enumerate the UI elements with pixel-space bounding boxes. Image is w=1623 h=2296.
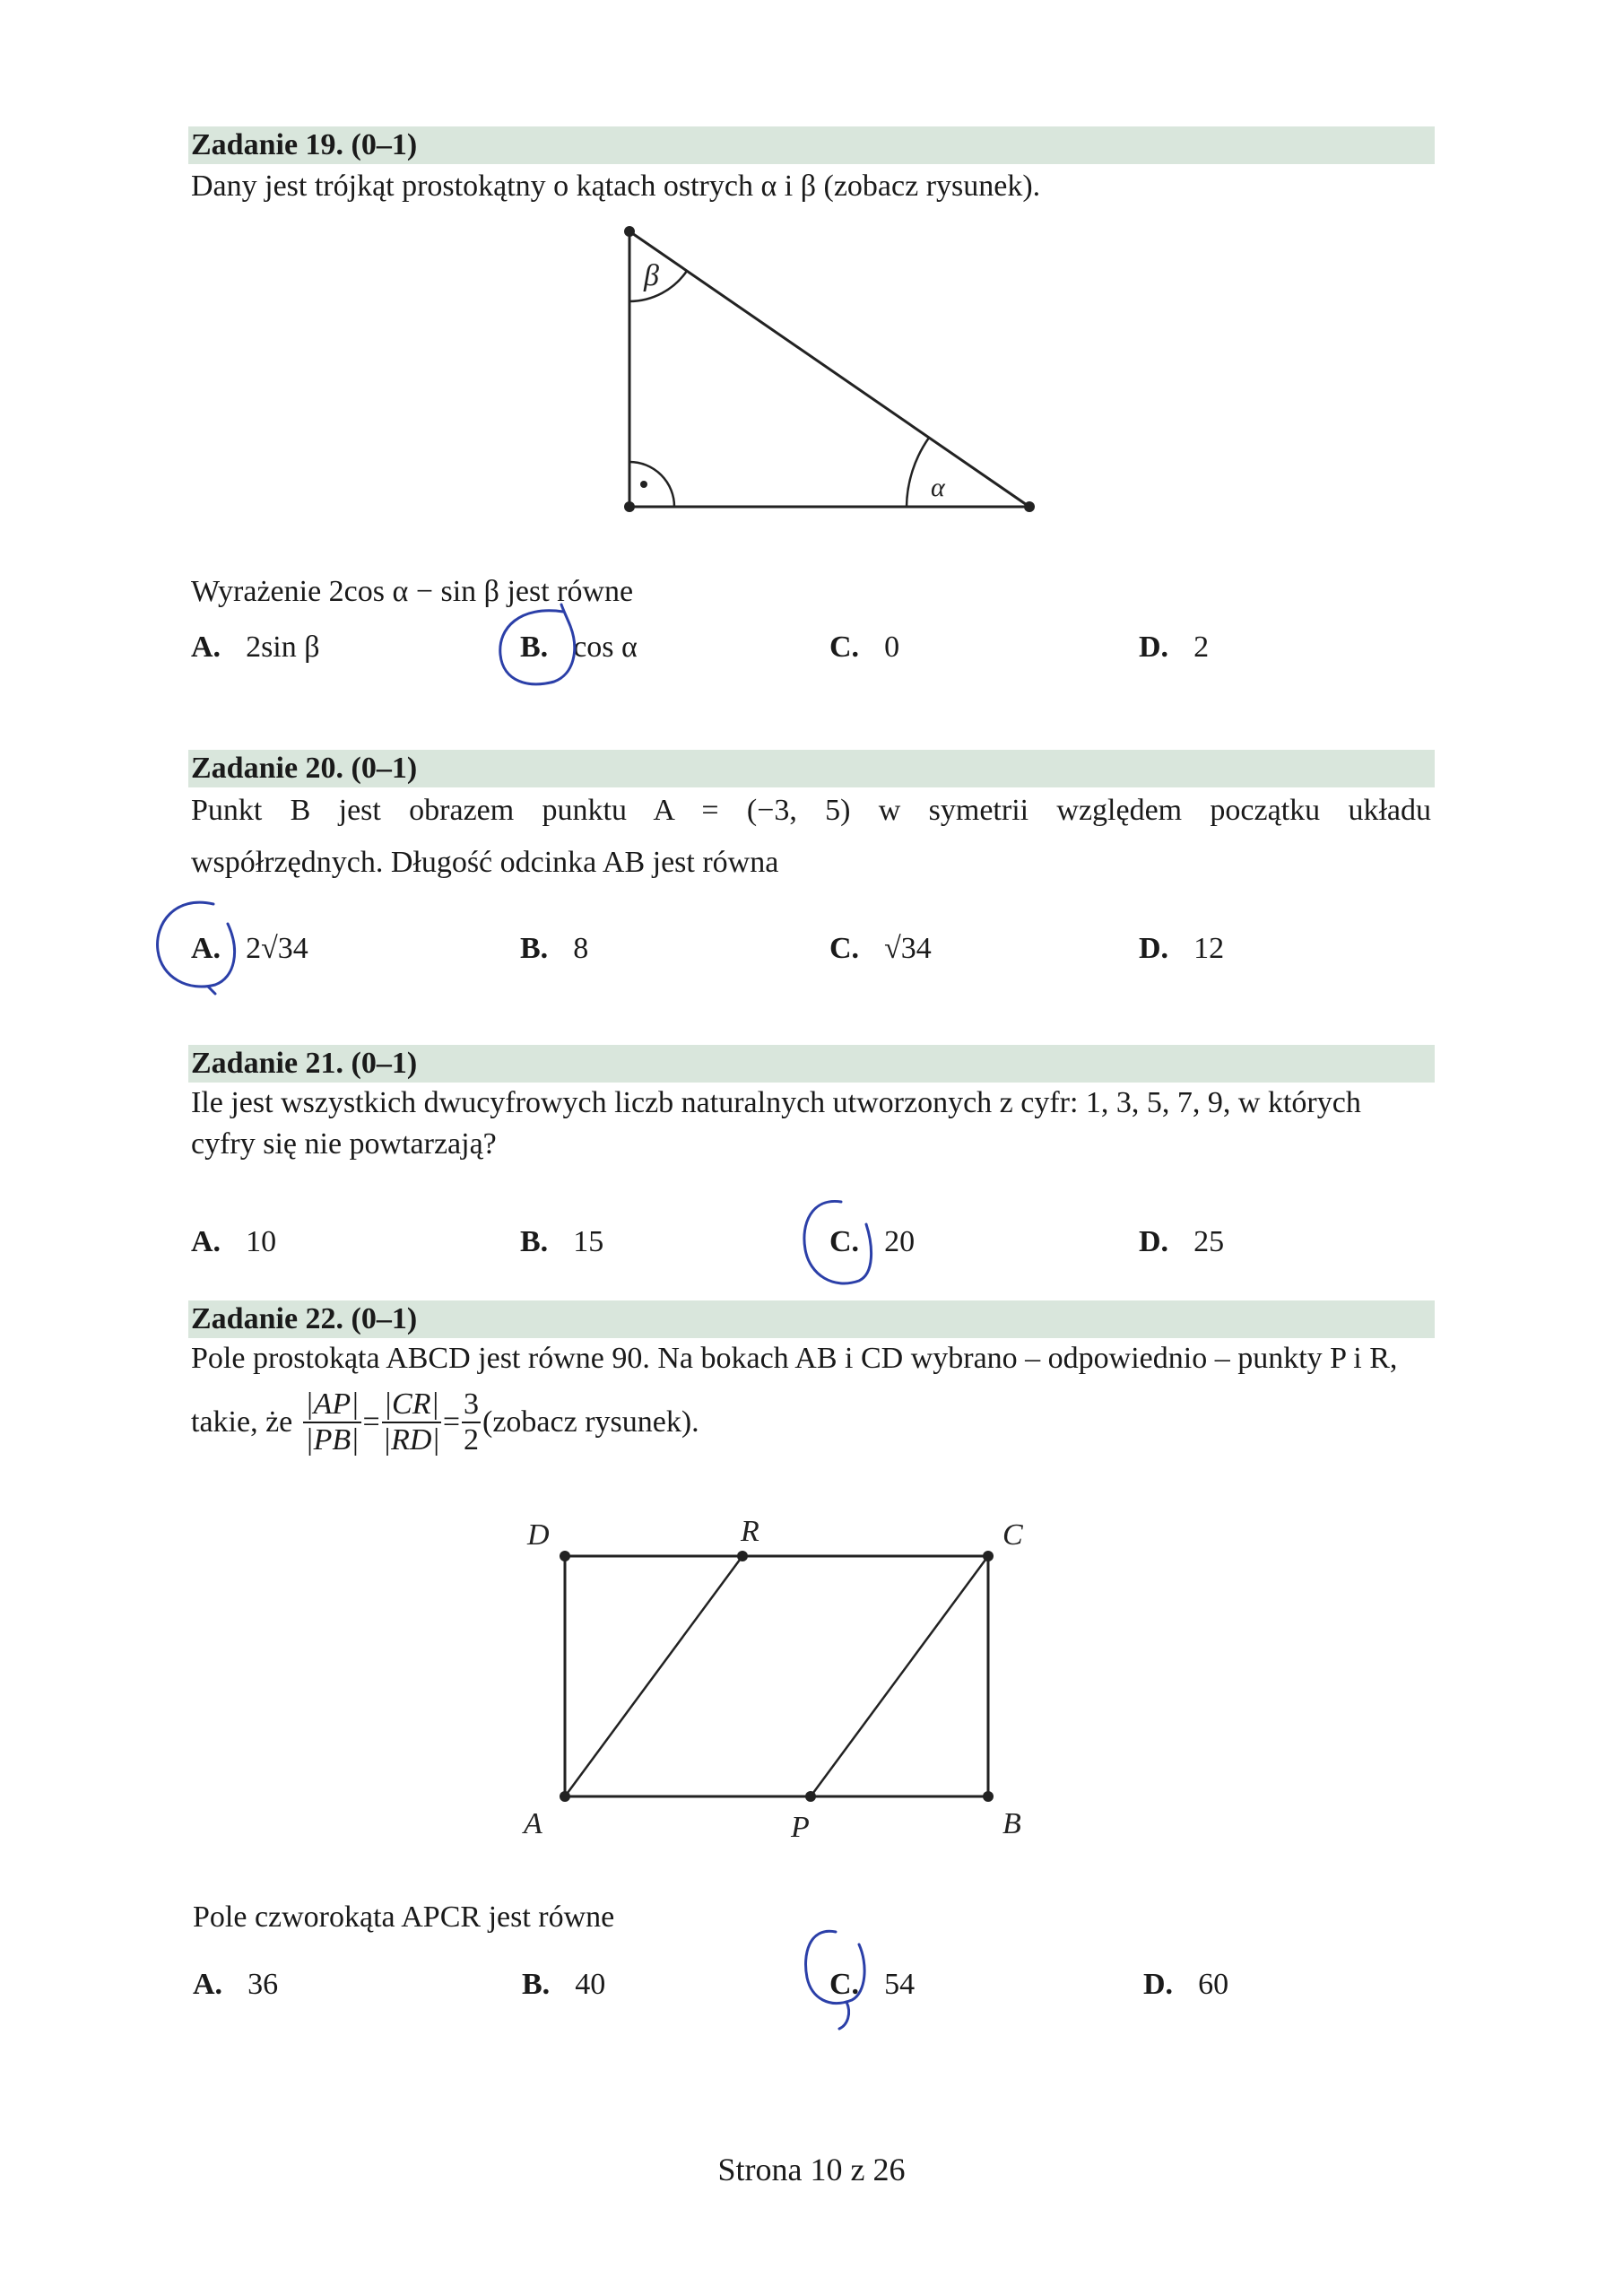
point-a-label: A [524,1807,542,1840]
task-21-line2: cyfry się nie powtarzają? [191,1127,497,1161]
point-c-label: C [1002,1518,1023,1552]
point-p-label: P [791,1811,810,1844]
task-20-option-a[interactable]: A. 2√34 [191,932,308,965]
task-21-option-a[interactable]: A. 10 [191,1225,277,1258]
task-19-question: Wyrażenie 2cos α − sin β jest równe [191,575,634,608]
task-22-question: Pole czworokąta APCR jest równe [193,1900,615,1934]
fraction-cr-rd: $\frac{|CR|}{|RD|}$ [382,1387,440,1457]
task-19-option-c[interactable]: C. 0 [829,631,900,664]
task-22-header: Zadanie 22. (0–1) [188,1300,1435,1338]
point-b-label: B [1002,1807,1021,1840]
task-20-line2: współrzędnych. Długość odcinka AB jest równa [191,846,779,879]
task-21-option-d[interactable]: D. 25 [1139,1225,1225,1258]
task-22-option-c[interactable]: C. 54 [829,1968,916,2001]
task-19-option-b[interactable]: B. cos α [520,631,638,664]
page-number: Strona 10 z 26 [717,2152,906,2187]
task-22-option-d[interactable]: D. 60 [1143,1968,1229,2001]
task-22-line2: takie, że $\frac{|AP|}{|PB|}$ = $\frac{|CR|}{|RD|}$ = $\frac{3}{2}$ (zobacz rysunek). [191,1387,699,1457]
task-21-option-c[interactable]: C. 20 [829,1225,916,1258]
task-20-option-c[interactable]: C. √34 [829,932,932,965]
task-19-intro: Dany jest trójkąt prostokątny o kątach ostrych α i β (zobacz rysunek). [191,170,1041,203]
task-21-line1: Ile jest wszystkich dwucyfrowych liczb naturalnych utworzonych z cyfr: 1, 3, 5, 7, 9, w których [191,1086,1361,1119]
task-21-option-b[interactable]: B. 15 [520,1225,604,1258]
task-19-option-a[interactable]: A. 2sin β [191,631,320,664]
task-20-header: Zadanie 20. (0–1) [188,750,1435,787]
angle-alpha-label: α [931,473,945,502]
fraction-ap-pb: $\frac{|AP|}{|PB|}$ [305,1387,360,1457]
task-21-header: Zadanie 21. (0–1) [188,1045,1435,1083]
angle-beta-label: β [644,259,659,292]
task-20-option-b[interactable]: B. 8 [520,932,589,965]
task-22-option-a[interactable]: A. 36 [193,1968,279,2001]
task-20-option-d[interactable]: D. 12 [1139,932,1225,965]
task-19-option-d[interactable]: D. 2 [1139,631,1210,664]
task-20-line1: Punkt B jest obrazem punktu A = (−3, 5) w symetrii względem początku układu [191,794,1431,827]
point-d-label: D [527,1518,550,1552]
point-r-label: R [741,1515,759,1548]
fraction-3-2: $\frac{3}{2}$ [464,1387,480,1457]
task-19-header: Zadanie 19. (0–1) [188,126,1435,164]
task-22-line1: Pole prostokąta ABCD jest równe 90. Na bokach AB i CD wybrano – odpowiednio – punkty P i R, [191,1342,1398,1375]
task-22-option-b[interactable]: B. 40 [522,1968,606,2001]
